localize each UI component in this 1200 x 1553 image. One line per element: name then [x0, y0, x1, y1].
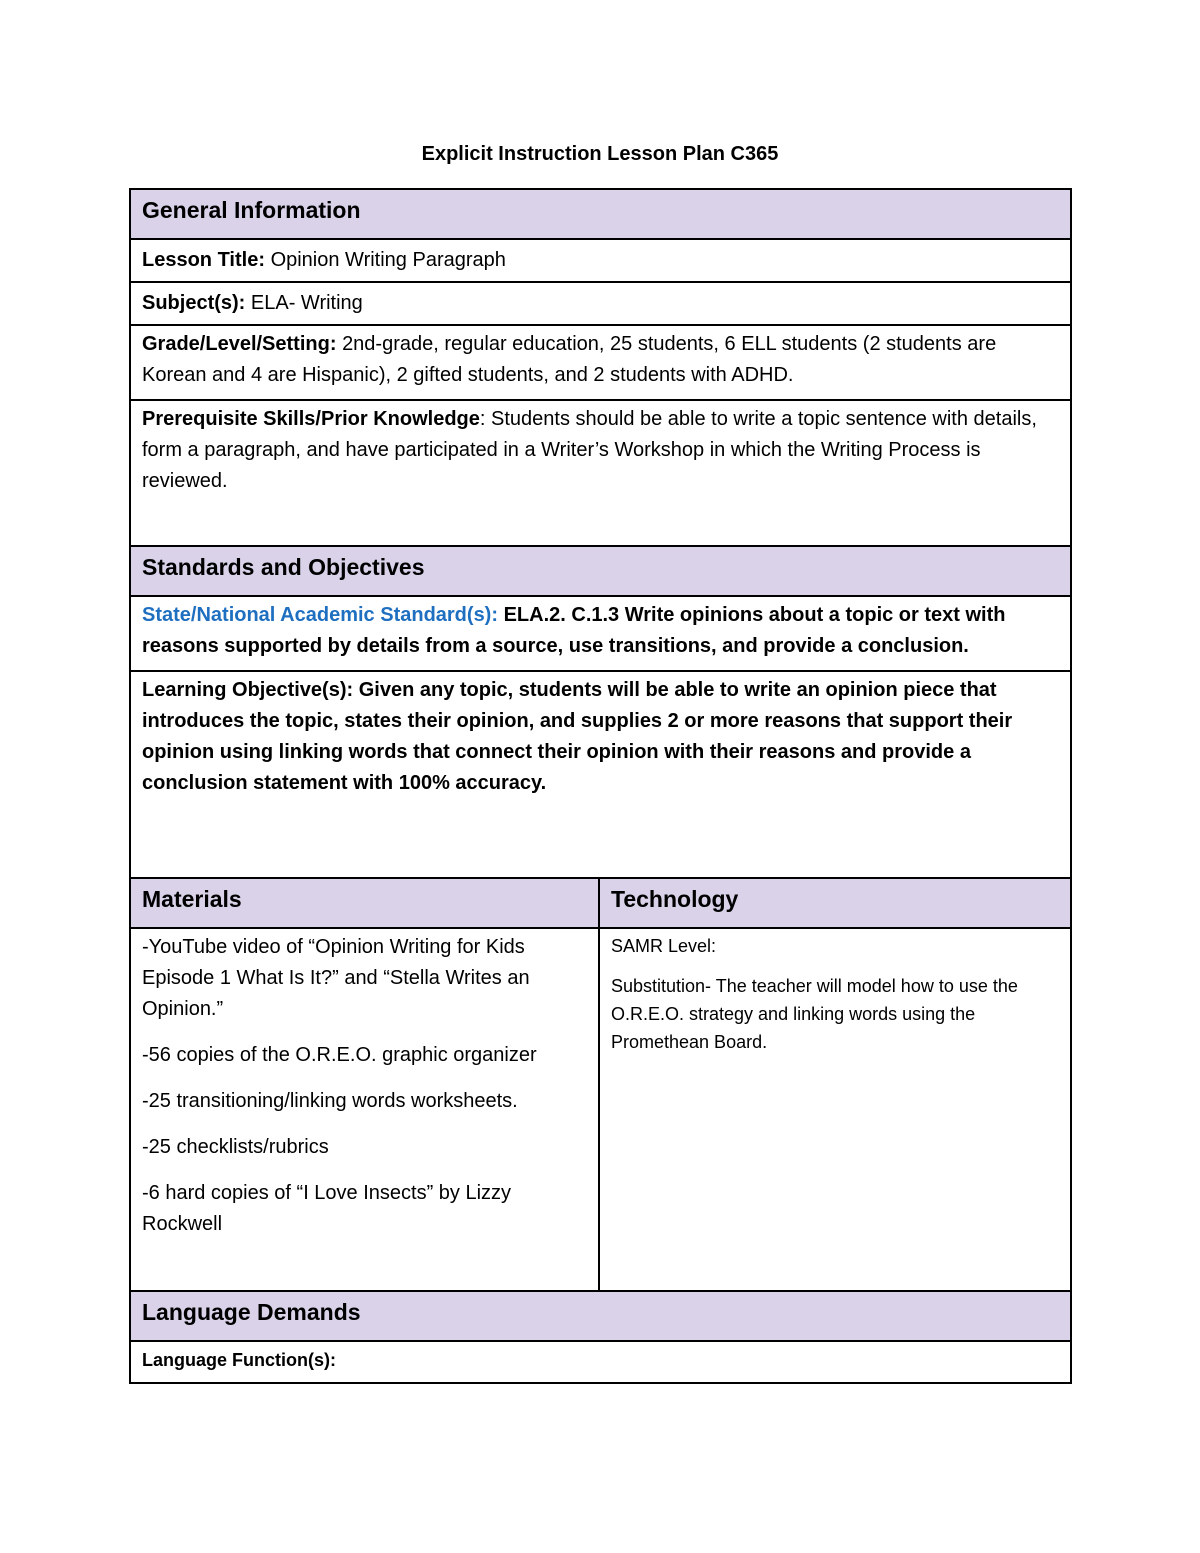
learning-objectives-row [130, 671, 1071, 878]
learning-objectives-label: Learning Objective(s): [142, 679, 354, 701]
lesson-plan-table [129, 188, 1072, 1384]
language-demands-header-row [130, 1291, 1071, 1341]
standards-label: State/National Academic Standard(s): [142, 604, 499, 626]
materials-technology-row [130, 928, 1071, 1291]
standards-value: ELA.2. C.1.3 Write opinions about a topic or text with reasons supported by details from a source, use transitions, and provide a conclusion. [142, 604, 1006, 657]
materials-item: -56 copies of the O.R.E.O. graphic organizer [142, 1044, 537, 1066]
materials-item: -25 checklists/rubrics [142, 1136, 329, 1158]
language-function-label: Language Function(s): [142, 1350, 336, 1370]
grade-level-setting-label: Grade/Level/Setting: [142, 333, 337, 355]
lesson-title-row [130, 239, 1071, 282]
section-heading-standards: Standards and Objectives [130, 546, 1071, 596]
materials-technology-header-row [130, 878, 1071, 928]
section-heading-technology: Technology [599, 878, 1071, 928]
grade-level-setting-row [130, 325, 1071, 400]
prerequisite-skills-value: : Students should be able to write a topic sentence with details, form a paragraph, and have participated in a Writer’s Workshop in which the Writing Process is reviewed. [142, 408, 1037, 492]
subjects-row [130, 282, 1071, 325]
general-information-header-row [130, 189, 1071, 239]
prerequisite-skills-row [130, 400, 1071, 546]
subjects-value: ELA- Writing [250, 292, 363, 314]
standards-row [130, 596, 1071, 671]
samr-level-text: Substitution- The teacher will model how to use the O.R.E.O. strategy and linking words using the Promethean Board. [611, 976, 1018, 1052]
standards-objectives-header-row [130, 546, 1071, 596]
section-heading-materials: Materials [130, 878, 599, 928]
samr-level-label: SAMR Level: [611, 936, 717, 956]
prerequisite-skills-label: Prerequisite Skills/Prior Knowledge [142, 408, 480, 430]
materials-item: -YouTube video of “Opinion Writing for Kids Episode 1 What Is It?” and “Stella Writes an Opinion.” [142, 936, 530, 1020]
grade-level-setting-value: 2nd-grade, regular education, 25 students, 6 ELL students (2 students are Korean and 4 are Hispanic), 2 gifted students, and 2 students with ADHD. [142, 333, 997, 386]
section-heading-language: Language Demands [130, 1291, 1071, 1341]
technology-cell [599, 928, 1071, 1291]
learning-objectives-value: Given any topic, students will be able to write an opinion piece that introduces the topic, states their opinion, and supplies 2 or more reasons that support their opinion using linking words that connect their opinion with their reasons and provide a conclusion statement with 100% accuracy. [142, 679, 1013, 794]
lesson-title-value: Opinion Writing Paragraph [270, 249, 506, 271]
materials-item: -25 transitioning/linking words worksheets. [142, 1090, 518, 1112]
lesson-title-label: Lesson Title: [142, 249, 265, 271]
materials-cell [130, 928, 599, 1291]
section-heading-general: General Information [130, 189, 1071, 239]
subjects-label: Subject(s): [142, 292, 246, 314]
materials-item: -6 hard copies of “I Love Insects” by Lizzy Rockwell [142, 1182, 512, 1235]
document-title: Explicit Instruction Lesson Plan C365 [421, 143, 779, 165]
language-function-row [130, 1341, 1071, 1383]
